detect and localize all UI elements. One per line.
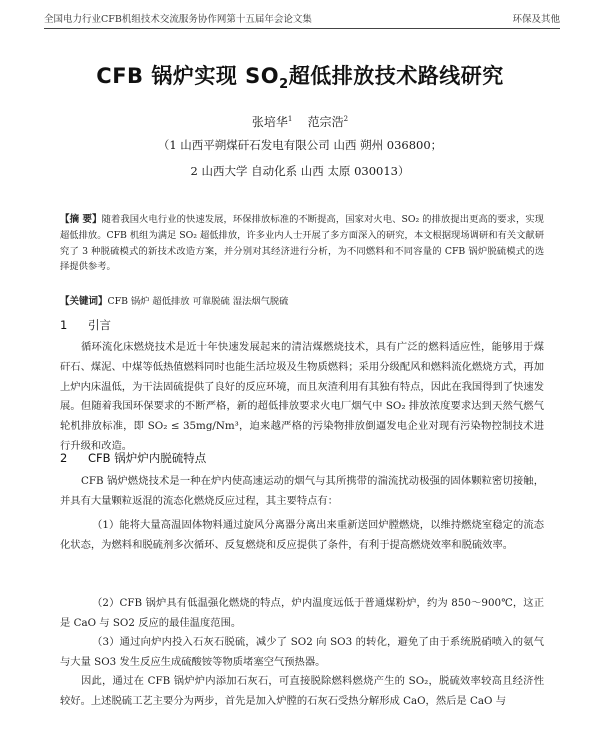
author-1-affil-mark: 1	[287, 115, 293, 123]
author-2: 范宗浩	[307, 115, 344, 129]
abstract-text: 随着我国火电行业的快速发展，环保排放标准的不断提高，国家对火电、SO₂ 的排放提出更高的要求，实现超低排放。CFB 机组为满足 SO₂ 超低排放，许多业内人士开展了多方面深入的研究，本文根据现场调研和有关文献研究了 3 种脱硫模式的新技术改造方案，并分别对其经济进行分析，为不同燃料和不同容量的 CFB 锅炉脱硫模式的选择提供参考。	[60, 214, 544, 273]
section-heading	[60, 317, 111, 333]
author-2-affil-mark: 2	[343, 115, 349, 123]
paragraph: 因此，通过在 CFB 锅炉炉内添加石灰石，可直接脱除燃料燃烧产生的 SO₂，脱硫效率较高且经济性较好。上述脱硫工艺主要分为两步，首先是加入炉膛的石灰石受热分解形成 CaO，然后是 CaO 与	[60, 675, 544, 707]
section-number: 2	[60, 451, 68, 465]
keywords-label: 【关键词】	[60, 296, 108, 307]
keywords	[60, 293, 544, 307]
section-heading	[60, 450, 206, 466]
paper-title: CFB 锅炉实现 $SO_2$超低排放技术路线研究	[96, 64, 504, 93]
section-number: 1	[60, 318, 68, 332]
list-item: （2）CFB 锅炉具有低温强化燃烧的特点，炉内温度远低于普通煤粉炉，约为 850～900℃，这正是 CaO 与 SO2 反应的最佳温度范围。	[60, 597, 544, 629]
running-header	[44, 10, 560, 26]
affiliation-2: 2 山西大学 自动化系 山西 太原 030013）	[190, 164, 410, 178]
abstract	[60, 212, 544, 275]
section-title: CFB 锅炉炉内脱硫特点	[88, 451, 207, 465]
keywords-text: CFB 锅炉 超低排放 可靠脱硫 湿法烟气脱硫	[107, 296, 289, 307]
list-item: （1）能将大量高温固体物料通过旋风分离器分离出来重新送回炉膛燃烧，以维持燃烧室稳定的流态化状态，为燃料和脱硫剂多次循环、反复燃烧和反应提供了条件，有利于提高燃烧效率和脱硫效率。	[60, 519, 544, 551]
section-title: 引言	[88, 318, 111, 332]
paragraph: 循环流化床燃烧技术是近十年快速发展起来的清洁煤燃烧技术，具有广泛的燃料适应性，能够用于煤矸石、煤泥、中煤等低热值燃料同时也能生活垃圾及生物质燃料；采用分级配风和燃料流化燃烧方式，再加上炉内床温低，为干法固硫提供了良好的反应环境，而且灰渣利用有其独有特点，因此在我国得到了快速发展。但随着我国环保要求的不断严格，新的超低排放要求火电厂烟气中 SO₂ 排放浓度要求达到天然气燃气轮机排放标准，即 SO₂ ≤ 35mg/Nm³，迫来越严格的污染物排放倒逼发电企业对现有污染物控制技术进行升级和改造。	[60, 341, 544, 452]
author-1: 张培华	[251, 115, 288, 129]
running-header-right: 环保及其他	[512, 14, 560, 25]
paragraph: CFB 锅炉燃烧技术是一种在炉内使高速运动的烟气与其所携带的湍流扰动极强的固体颗粒密切接触，并具有大量颗粒返混的流态化燃烧反应过程，其主要特点有：	[60, 475, 544, 507]
running-header-left: 全国电力行业CFB机组技术交流服务协作网第十五届年会论文集	[44, 14, 312, 25]
list-item: （3）通过向炉内投入石灰石脱硫，减少了 SO2 向 SO3 的转化，避免了由于系统脱硝喷入的氨气与大量 SO3 发生反应生成硫酸铵等物质堵塞空气预热器。	[60, 636, 544, 668]
header-rule	[44, 28, 560, 29]
author-list	[0, 113, 600, 130]
abstract-label: 【摘 要】	[60, 214, 102, 225]
affiliation-1: （1 山西平朔煤矸石发电有限公司 山西 朔州 036800；	[157, 138, 443, 152]
